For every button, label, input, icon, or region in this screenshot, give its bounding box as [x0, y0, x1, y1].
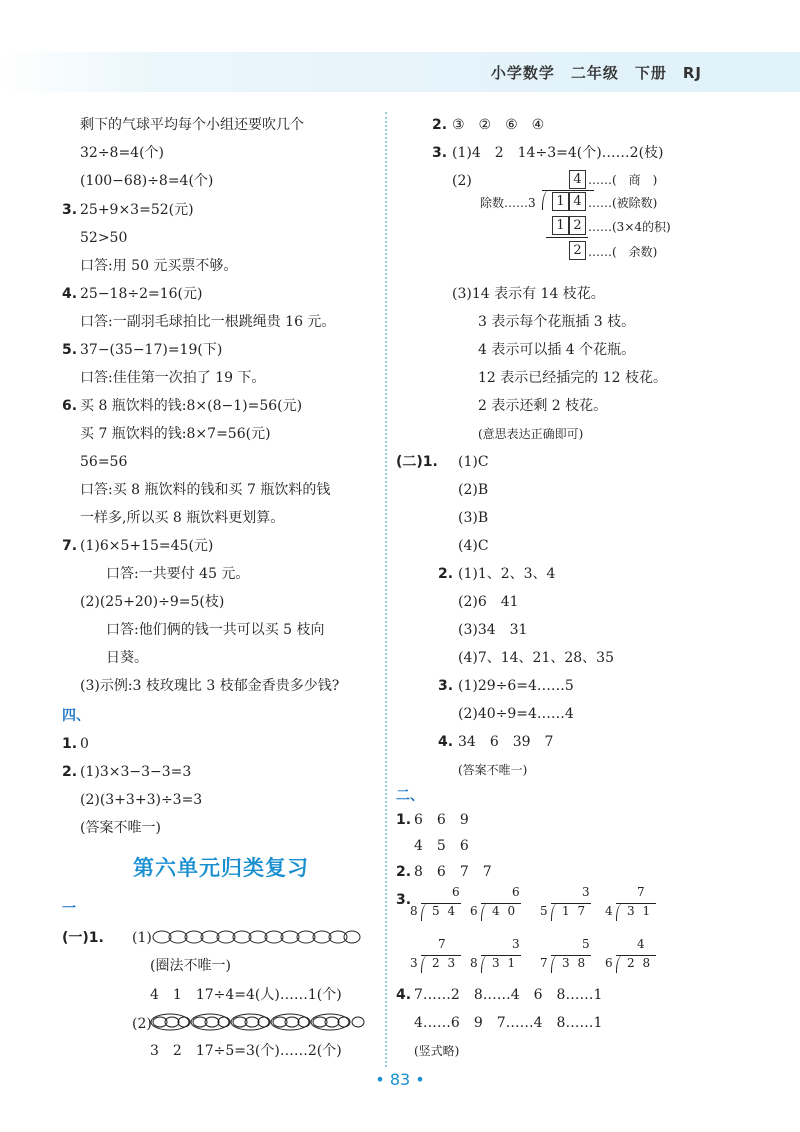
- division-divisor: 6: [470, 904, 478, 918]
- division-divisor: 8: [470, 956, 478, 970]
- question-number: 2.: [438, 566, 454, 582]
- question-number: 4.: [438, 734, 454, 750]
- page-number: • 83 •: [375, 1070, 425, 1089]
- text-line: 3 表示每个花瓶插 3 枝。: [478, 314, 636, 330]
- text-line: 4……6 9 7……4 8……1: [414, 1015, 603, 1031]
- text-line: 37−(35−17)=19(下): [80, 342, 223, 358]
- text-line: (答案不唯一): [458, 763, 528, 777]
- remainder-box: 2: [569, 241, 586, 260]
- division-item: [540, 937, 596, 977]
- text-line: 2 表示还剩 2 枝花。: [478, 398, 608, 414]
- product-box-a: 1: [552, 216, 569, 235]
- division-dividend: 1 7: [562, 904, 588, 918]
- division-item: [470, 885, 526, 925]
- text-line: 日葵。: [106, 650, 148, 666]
- division-quotient: 3: [582, 885, 590, 899]
- text-line: 口答:买 8 瓶饮料的钱和买 7 瓶饮料的钱: [80, 482, 331, 498]
- section-heading: 一: [62, 901, 76, 917]
- text-line: 32÷8=4(个): [80, 145, 165, 161]
- question-number: 6.: [62, 398, 78, 414]
- text-line: (意思表达正确即可): [478, 427, 584, 441]
- division-divisor: 8: [410, 904, 418, 918]
- text-line: (4)C: [458, 538, 489, 554]
- division-dividend: 2 3: [432, 956, 458, 970]
- quotient-label: ……( 商 ): [588, 173, 658, 187]
- text-line: (2)(3+3+3)÷3=3: [80, 792, 203, 808]
- text-line: 7……2 8……4 6 8……1: [414, 987, 603, 1003]
- text-line: 口答:一副羽毛球拍比一根跳绳贵 16 元。: [80, 314, 336, 330]
- question-number: 3.: [396, 892, 412, 908]
- text-line: ③ ② ⑥ ④: [452, 117, 545, 133]
- text-line: (圈法不唯一): [150, 958, 231, 974]
- division-item: [410, 885, 466, 925]
- question-number: 3.: [438, 678, 454, 694]
- division-quotient: 3: [512, 937, 520, 951]
- text-line: (2)(25+20)÷9=5(枝): [80, 594, 225, 610]
- question-number: 5.: [62, 342, 78, 358]
- text-line: (1)4 2 14÷3=4(个)……2(枝): [452, 145, 664, 161]
- text-line: (2)40÷9=4……4: [458, 706, 574, 722]
- text-line: (2): [132, 1016, 152, 1032]
- division-dividend: 5 4: [432, 904, 458, 918]
- division-quotient: 7: [438, 937, 446, 951]
- question-number: 2.: [432, 117, 448, 133]
- division-dividend: 2 8: [627, 956, 653, 970]
- text-line: 25−18÷2=16(元): [80, 286, 203, 302]
- text-line: 6 6 9: [414, 812, 469, 828]
- text-line: 4 表示可以插 4 个花瓶。: [478, 342, 636, 358]
- question-number: 4.: [62, 286, 78, 302]
- text-line: 3 2 17÷5=3(个)……2(个): [150, 1043, 342, 1059]
- section-heading: 二、: [396, 788, 424, 804]
- text-line: 口答:佳佳第一次拍了 19 下。: [80, 370, 266, 386]
- quotient-box: 4: [569, 170, 586, 189]
- division-dividend: 3 1: [627, 904, 653, 918]
- question-number: 2.: [62, 764, 78, 780]
- text-line: (答案不唯一): [80, 820, 161, 836]
- question-number: (一)1.: [62, 930, 104, 946]
- divisor-label: 除数……3: [480, 196, 536, 210]
- product-box-b: 2: [569, 216, 586, 235]
- text-line: 剩下的气球平均每个小组还要吹几个: [80, 117, 304, 133]
- division-dividend: 3 1: [492, 956, 518, 970]
- division-quotient: 7: [637, 885, 645, 899]
- text-line: 买 7 瓶饮料的钱:8×7=56(元): [80, 426, 271, 442]
- dividend-label: ……(被除数): [588, 196, 658, 210]
- text-line: (1)6×5+15=45(元): [80, 538, 214, 554]
- text-line: (3)34 31: [458, 622, 528, 638]
- text-line: (3)B: [458, 510, 489, 526]
- division-item: [540, 885, 596, 925]
- text-line: (2)6 41: [458, 594, 519, 610]
- division-dividend: 3 8: [562, 956, 588, 970]
- division-divisor: 3: [410, 956, 418, 970]
- remainder-label: ……( 余数): [588, 245, 658, 259]
- text-line: (4)7、14、21、28、35: [458, 650, 614, 666]
- division-divisor: 7: [540, 956, 548, 970]
- division-item: [470, 937, 526, 977]
- unit-title: 第六单元归类复习: [133, 856, 309, 880]
- text-line: 8 6 7 7: [414, 864, 492, 880]
- text-line: (1)3×3−3−3=3: [80, 764, 192, 780]
- product-label: ……(3×4的积): [588, 220, 671, 234]
- question-number: 1.: [62, 736, 78, 752]
- question-number: 4.: [396, 987, 412, 1003]
- dividend-box-b: 4: [569, 192, 586, 211]
- text-line: 25+9×3=52(元): [80, 202, 194, 218]
- text-line: (2): [452, 173, 472, 189]
- text-line: 4 1 17÷4=4(人)……1(个): [150, 987, 342, 1003]
- division-dividend: 4 0: [492, 904, 518, 918]
- circled-ovals-group-2: [150, 1011, 365, 1033]
- division-divisor: 5: [540, 904, 548, 918]
- question-number: 2.: [396, 864, 412, 880]
- division-divisor: 6: [605, 956, 613, 970]
- text-line: 0: [80, 736, 89, 752]
- column-divider: [385, 112, 387, 1067]
- text-line: 34 6 39 7: [458, 734, 554, 750]
- text-line: 一样多,所以买 8 瓶饮料更划算。: [80, 510, 285, 526]
- question-number: 7.: [62, 538, 78, 554]
- section-heading: 四、: [62, 708, 90, 724]
- text-line: (3)示例:3 枝玫瑰比 3 枝郁金香贵多少钱?: [80, 678, 340, 694]
- text-line: (3)14 表示有 14 枝花。: [452, 286, 605, 302]
- text-line: 口答:一共要付 45 元。: [106, 566, 250, 582]
- division-quotient: 6: [452, 885, 460, 899]
- division-divisor: 4: [605, 904, 613, 918]
- division-item: [605, 937, 661, 977]
- dividend-box-a: 1: [552, 192, 569, 211]
- division-quotient: 4: [637, 937, 645, 951]
- circled-ovals-group-1: [150, 926, 365, 948]
- question-number: 1.: [396, 812, 412, 828]
- text-line: (1)1、2、3、4: [458, 566, 556, 582]
- division-quotient: 5: [582, 937, 590, 951]
- text-line: (竖式略): [414, 1044, 460, 1058]
- header-title: 小学数学 二年级 下册 RJ: [490, 64, 702, 82]
- division-item: [605, 885, 661, 925]
- text-line: 4 5 6: [414, 838, 469, 854]
- question-number: 3.: [432, 145, 448, 161]
- text-line: 56=56: [80, 454, 128, 470]
- text-line: (100−68)÷8=4(个): [80, 173, 214, 189]
- text-line: 12 表示已经插完的 12 枝花。: [478, 370, 667, 386]
- text-line: 买 8 瓶饮料的钱:8×(8−1)=56(元): [80, 398, 303, 414]
- division-quotient: 6: [512, 885, 520, 899]
- text-line: (2)B: [458, 482, 489, 498]
- long-division-diagram: [450, 168, 710, 268]
- question-number: 3.: [62, 202, 78, 218]
- text-line: 口答:他们俩的钱一共可以买 5 枝向: [106, 622, 325, 638]
- division-item: [410, 937, 466, 977]
- text-line: (1)29÷6=4……5: [458, 678, 574, 694]
- text-line: 口答:用 50 元买票不够。: [80, 258, 238, 274]
- text-line: 52>50: [80, 230, 128, 246]
- text-line: (1): [132, 930, 152, 946]
- text-line: (1)C: [458, 454, 489, 470]
- question-number: (二)1.: [396, 454, 438, 470]
